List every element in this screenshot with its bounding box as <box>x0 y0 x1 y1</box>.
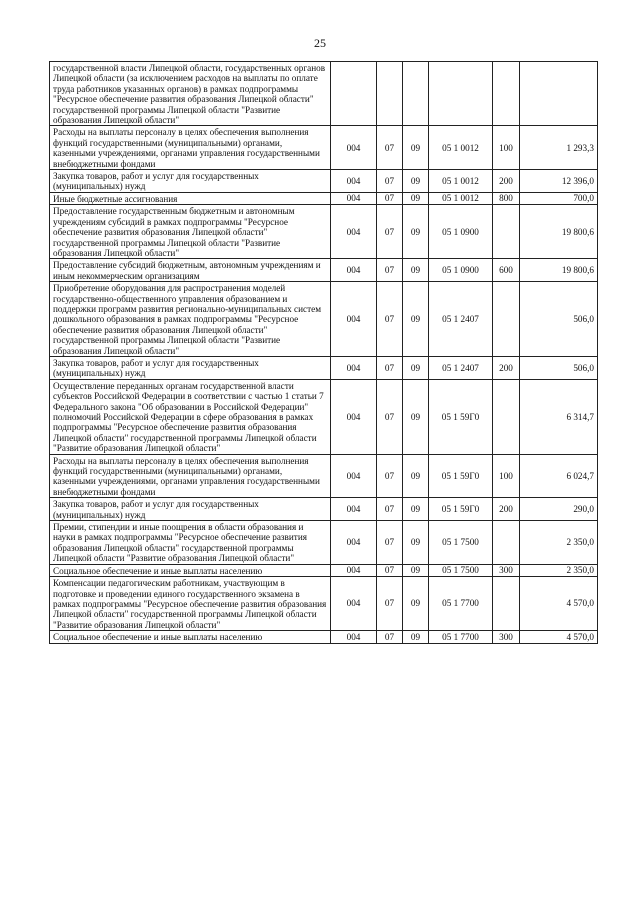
section-code-cell: 07 <box>377 379 403 454</box>
grbs-code-cell <box>331 62 377 126</box>
section-code-cell: 07 <box>377 170 403 193</box>
expense-type-cell: 200 <box>493 170 520 193</box>
section-code-cell: 07 <box>377 126 403 170</box>
target-article-cell: 05 1 7700 <box>429 631 493 643</box>
row-name-cell: Закупка товаров, работ и услуг для государственных (муниципальных) нужд <box>50 170 331 193</box>
subsection-code-cell: 09 <box>403 126 429 170</box>
amount-cell: 12 396,0 <box>520 170 598 193</box>
subsection-code-cell: 09 <box>403 259 429 282</box>
grbs-code-cell: 004 <box>331 577 377 631</box>
subsection-code-cell <box>403 62 429 126</box>
row-name-cell: Приобретение оборудования для распространения моделей государственно-общественного управления образованием и поддержки программ развития регионально-муниципальных систем дошкольного образования в рамках подпрограммы "Ресурсное обеспечение развития образования Липецкой области" государственной программы Липецкой области "Развитие образования Липецкой области" <box>50 282 331 357</box>
table-row <box>50 192 598 204</box>
table-row <box>50 379 598 454</box>
section-code-cell: 07 <box>377 282 403 357</box>
grbs-code-cell: 004 <box>331 192 377 204</box>
section-code-cell: 07 <box>377 192 403 204</box>
subsection-code-cell: 09 <box>403 282 429 357</box>
grbs-code-cell: 004 <box>331 126 377 170</box>
expense-type-cell <box>493 205 520 259</box>
subsection-code-cell: 09 <box>403 170 429 193</box>
grbs-code-cell: 004 <box>331 259 377 282</box>
expense-type-cell: 100 <box>493 454 520 498</box>
table-row <box>50 126 598 170</box>
section-code-cell: 07 <box>377 454 403 498</box>
amount-cell: 6 314,7 <box>520 379 598 454</box>
section-code-cell: 07 <box>377 356 403 379</box>
target-article-cell <box>429 62 493 126</box>
table-row <box>50 521 598 565</box>
row-name-cell: Социальное обеспечение и иные выплаты населению <box>50 631 331 643</box>
row-name-cell: Премии, стипендии и иные поощрения в области образования и науки в рамках подпрограммы "Ресурсное обеспечение развития образования Липецкой области" государственной программы Липецкой области "Развитие образования Липецкой области" <box>50 521 331 565</box>
table-row <box>50 454 598 498</box>
expense-type-cell: 200 <box>493 356 520 379</box>
target-article-cell: 05 1 0012 <box>429 126 493 170</box>
expense-type-cell <box>493 577 520 631</box>
expense-type-cell: 300 <box>493 564 520 576</box>
amount-cell: 19 800,6 <box>520 205 598 259</box>
grbs-code-cell: 004 <box>331 282 377 357</box>
grbs-code-cell: 004 <box>331 356 377 379</box>
target-article-cell: 05 1 2407 <box>429 356 493 379</box>
target-article-cell: 05 1 0012 <box>429 192 493 204</box>
amount-cell: 4 570,0 <box>520 577 598 631</box>
page-number: 25 <box>314 36 326 50</box>
row-name-cell: Предоставление государственным бюджетным и автономным учреждениям субсидий в рамках подпрограммы "Ресурсное обеспечение развития образования Липецкой области" государственной программы Липецкой области "Развитие образования Липецкой области" <box>50 205 331 259</box>
grbs-code-cell: 004 <box>331 454 377 498</box>
row-name-cell: Иные бюджетные ассигнования <box>50 192 331 204</box>
target-article-cell: 05 1 0012 <box>429 170 493 193</box>
grbs-code-cell: 004 <box>331 564 377 576</box>
target-article-cell: 05 1 59Г0 <box>429 498 493 521</box>
table-row <box>50 62 598 126</box>
amount-cell: 6 024,7 <box>520 454 598 498</box>
target-article-cell: 05 1 7500 <box>429 564 493 576</box>
section-code-cell: 07 <box>377 564 403 576</box>
amount-cell: 19 800,6 <box>520 259 598 282</box>
amount-cell: 4 570,0 <box>520 631 598 643</box>
row-name-cell: Закупка товаров, работ и услуг для государственных (муниципальных) нужд <box>50 498 331 521</box>
grbs-code-cell: 004 <box>331 631 377 643</box>
subsection-code-cell: 09 <box>403 379 429 454</box>
amount-cell: 1 293,3 <box>520 126 598 170</box>
subsection-code-cell: 09 <box>403 356 429 379</box>
target-article-cell: 05 1 7500 <box>429 521 493 565</box>
target-article-cell: 05 1 7700 <box>429 577 493 631</box>
row-name-cell: Расходы на выплаты персоналу в целях обеспечения выполнения функций государственными (муниципальными) органами, казенными учреждениями, органами управления государственными внебюджетными фондами <box>50 454 331 498</box>
expense-type-cell: 100 <box>493 126 520 170</box>
table-row <box>50 631 598 643</box>
amount-cell: 2 350,0 <box>520 564 598 576</box>
grbs-code-cell: 004 <box>331 205 377 259</box>
row-name-cell: Осуществление переданных органам государственной власти субъектов Российской Федерации в соответствии с частью 1 статьи 7 Федерального закона "Об образовании в Российской Федерации" полномочий Российской Федерации в сфере образования в рамках подпрограммы "Ресурсное обеспечение развития образования Липецкой области" государственной программы Липецкой области "Развитие образования Липецкой области" <box>50 379 331 454</box>
target-article-cell: 05 1 59Г0 <box>429 454 493 498</box>
target-article-cell: 05 1 2407 <box>429 282 493 357</box>
row-name-cell: Расходы на выплаты персоналу в целях обеспечения выполнения функций государственными (муниципальными) органами, казенными учреждениями, органами управления государственными внебюджетными фондами <box>50 126 331 170</box>
subsection-code-cell: 09 <box>403 631 429 643</box>
section-code-cell: 07 <box>377 498 403 521</box>
target-article-cell: 05 1 59Г0 <box>429 379 493 454</box>
subsection-code-cell: 09 <box>403 498 429 521</box>
row-name-cell: Компенсации педагогическим работникам, участвующим в подготовке и проведении единого государственного экзамена в рамках подпрограммы "Ресурсное обеспечение развития образования Липецкой области" государственной программы Липецкой области "Развитие образования Липецкой области" <box>50 577 331 631</box>
subsection-code-cell: 09 <box>403 564 429 576</box>
grbs-code-cell: 004 <box>331 379 377 454</box>
amount-cell: 2 350,0 <box>520 521 598 565</box>
subsection-code-cell: 09 <box>403 454 429 498</box>
row-name-cell: Предоставление субсидий бюджетным, автономным учреждениям и иным некоммерческим организациям <box>50 259 331 282</box>
expense-type-cell: 800 <box>493 192 520 204</box>
row-name-cell: Социальное обеспечение и иные выплаты населению <box>50 564 331 576</box>
subsection-code-cell: 09 <box>403 521 429 565</box>
section-code-cell: 07 <box>377 205 403 259</box>
section-code-cell: 07 <box>377 577 403 631</box>
expense-type-cell <box>493 282 520 357</box>
amount-cell: 506,0 <box>520 282 598 357</box>
target-article-cell: 05 1 0900 <box>429 259 493 282</box>
amount-cell <box>520 62 598 126</box>
section-code-cell: 07 <box>377 259 403 282</box>
expense-type-cell <box>493 62 520 126</box>
amount-cell: 290,0 <box>520 498 598 521</box>
expense-type-cell: 600 <box>493 259 520 282</box>
expense-type-cell <box>493 521 520 565</box>
table-row <box>50 564 598 576</box>
subsection-code-cell: 09 <box>403 192 429 204</box>
grbs-code-cell: 004 <box>331 498 377 521</box>
subsection-code-cell: 09 <box>403 577 429 631</box>
table-row <box>50 170 598 193</box>
subsection-code-cell: 09 <box>403 205 429 259</box>
expense-type-cell: 300 <box>493 631 520 643</box>
section-code-cell: 07 <box>377 631 403 643</box>
table-row <box>50 356 598 379</box>
budget-table <box>49 61 598 644</box>
table-row <box>50 577 598 631</box>
row-name-cell: государственной власти Липецкой области, государственных органов Липецкой области (за исключением расходов на выплаты по оплате труда работников указанных органов) в рамках подпрограммы "Ресурсное обеспечение развития образования Липецкой области" государственной программы Липецкой области "Развитие образования Липецкой области" <box>50 62 331 126</box>
table-row <box>50 498 598 521</box>
expense-type-cell: 200 <box>493 498 520 521</box>
row-name-cell: Закупка товаров, работ и услуг для государственных (муниципальных) нужд <box>50 356 331 379</box>
target-article-cell: 05 1 0900 <box>429 205 493 259</box>
section-code-cell: 07 <box>377 521 403 565</box>
amount-cell: 700,0 <box>520 192 598 204</box>
grbs-code-cell: 004 <box>331 521 377 565</box>
expense-type-cell <box>493 379 520 454</box>
table-row <box>50 205 598 259</box>
table-row <box>50 282 598 357</box>
grbs-code-cell: 004 <box>331 170 377 193</box>
amount-cell: 506,0 <box>520 356 598 379</box>
section-code-cell <box>377 62 403 126</box>
table-row <box>50 259 598 282</box>
